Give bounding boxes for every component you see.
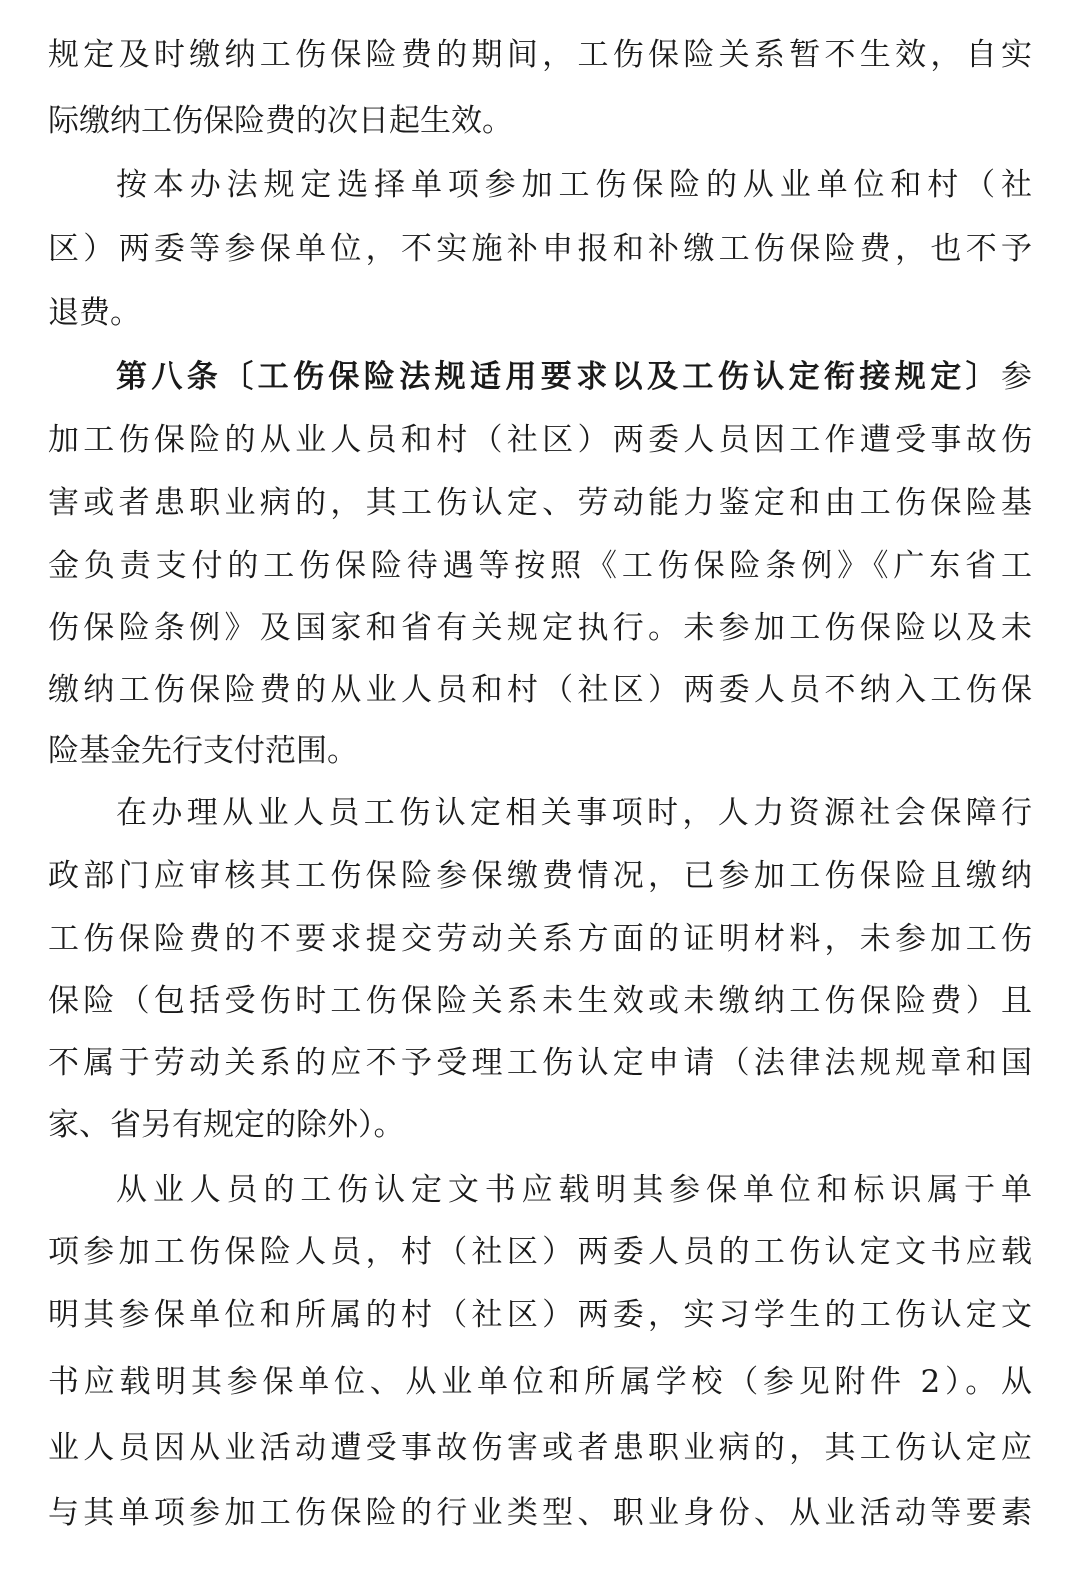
text-line: 际缴纳工伤保险费的次日起生效。 xyxy=(48,103,513,139)
text-line: 在办理从业人员工伤认定相关事项时，人力资源社会保障行 xyxy=(116,795,1032,831)
text-line: 规定及时缴纳工伤保险费的期间，工伤保险关系暂不生效，自实 xyxy=(48,37,1032,73)
text-line: 书应载明其参保单位、从业单位和所属学校（参见附件 2）。从 xyxy=(48,1364,1032,1400)
text-line: 项参加工伤保险人员，村（社区）两委人员的工伤认定文书应载 xyxy=(48,1234,1032,1270)
text-line: 加工伤保险的从业人员和村（社区）两委人员因工作遭受事故伤 xyxy=(48,422,1032,458)
text-line: 退费。 xyxy=(48,295,141,331)
text-line: 缴纳工伤保险费的从业人员和村（社区）两委人员不纳入工伤保 xyxy=(48,672,1032,708)
text-line: 按本办法规定选择单项参加工伤保险的从业单位和村（社 xyxy=(116,167,1032,203)
text-line: 从业人员的工伤认定文书应载明其参保单位和标识属于单 xyxy=(116,1172,1032,1208)
text-line: 业人员因从业活动遭受事故伤害或者患职业病的，其工伤认定应 xyxy=(48,1430,1032,1466)
text-line: 险基金先行支付范围。 xyxy=(48,733,358,769)
text-line: 害或者患职业病的，其工伤认定、劳动能力鉴定和由工伤保险基 xyxy=(48,485,1032,521)
text-line: 保险（包括受伤时工伤保险关系未生效或未缴纳工伤保险费）且 xyxy=(48,983,1032,1019)
text-line: 区）两委等参保单位，不实施补申报和补缴工伤保险费，也不予 xyxy=(48,231,1032,267)
text-line: 工伤保险费的不要求提交劳动关系方面的证明材料，未参加工伤 xyxy=(48,921,1032,957)
text-line: 不属于劳动关系的应不予受理工伤认定申请（法律法规规章和国 xyxy=(48,1045,1032,1081)
article-heading: 第八条〔工伤保险法规适用要求以及工伤认定衔接规定〕 xyxy=(116,359,1001,395)
text-line: 政部门应审核其工伤保险参保缴费情况，已参加工伤保险且缴纳 xyxy=(48,858,1032,894)
article-heading-line xyxy=(116,347,1032,407)
text-line: 与其单项参加工伤保险的行业类型、职业身份、从业活动等要素 xyxy=(48,1495,1032,1531)
text-line: 伤保险条例》及国家和省有关规定执行。未参加工伤保险以及未 xyxy=(48,610,1032,646)
text-line: 金负责支付的工伤保险待遇等按照《工伤保险条例》《广东省工 xyxy=(48,548,1032,584)
text-line: 明其参保单位和所属的村（社区）两委，实习学生的工伤认定文 xyxy=(48,1297,1032,1333)
text-line: 家、省另有规定的除外）。 xyxy=(48,1107,405,1143)
article-heading-tail: 参 xyxy=(1001,359,1032,395)
